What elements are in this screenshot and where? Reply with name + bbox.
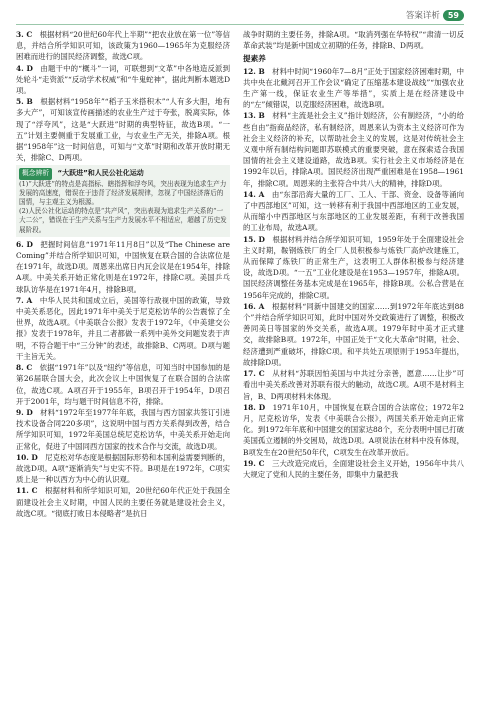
answer-item bbox=[243, 29, 464, 51]
answer-number: 12. B bbox=[243, 66, 265, 76]
page-number: 59 bbox=[443, 10, 464, 21]
answer-item bbox=[16, 239, 230, 295]
answer-text: 从材料“苏联因怕美国与中共过分亲善，愿意……让步”可看出中美关系改善对苏联有很大的触动，故选C项。A项不是材料主旨，B、D两项材料未体现。 bbox=[243, 369, 464, 401]
answer-number: 16. A bbox=[243, 301, 265, 311]
answer-item bbox=[16, 407, 230, 452]
answer-number: 10. D bbox=[16, 452, 38, 462]
left-column bbox=[16, 29, 230, 519]
answer-text: 中华人民共和国成立后，美国等行敌视中国的政策，导致中美关系恶化，因此1971年中美关于尼克松访华的公告震惊了全世界，故选A项。《中美联合公报》发表于1972年，《中美建交公报》发表于1978年，并且二者都做一系列中美外交问题发表于声明，不符合题干中“三分钟”的表述，故排除B、C两项。D项与题干主旨无关。 bbox=[16, 295, 230, 361]
answer-number: 9. D bbox=[16, 407, 33, 417]
answer-item bbox=[16, 295, 230, 362]
answer-text: 根据材料“1958年”“稻子玉米搭积木”“人有多大胆，地有多大产”，可知该宣传画描述的农业生产过于夸张，脱离实际，体现了“浮夸风”，这是“大跃进”时期的典型特征，故选B项。“一五”计划主要侧重于发展重工业，与农业生产无关，排除A项。根据“1958年”这一时间信息，可知与“文革”时期和改革开放时期无关，排除C、D两项。 bbox=[16, 97, 230, 163]
answer-number: 19. C bbox=[243, 458, 265, 468]
answer-item bbox=[16, 452, 230, 486]
answer-number: 13. B bbox=[243, 111, 265, 121]
concept-title: “大跃进”和人民公社化运动 bbox=[57, 169, 144, 178]
answer-item bbox=[243, 66, 464, 111]
answer-number: 18. D bbox=[243, 402, 266, 412]
answer-text: 1971年10月，中国恢复在联合国的合法席位；1972年2月，尼克松访华，发表《中美联合公报》，两国关系开始走向正常化。到1972年年底和中国建交的国家达88个，充分表明中国已打破美国孤立遏制的外交困局，故选D项。A项说法在材料中没有体现，B项发生在20世纪50年代，C项发生在改革开放后。 bbox=[243, 402, 465, 457]
header-divider bbox=[16, 24, 464, 25]
answer-item bbox=[243, 458, 464, 480]
answer-text: 根据材料和所学知识可知，20世纪60年代正处于我国全面建设社会主义时期，中国人民的主要任务就是建设社会主义，故选C项。“彻底打败日本侵略者”是抗日 bbox=[16, 486, 230, 518]
concept-tag: 概念辨析 bbox=[19, 168, 52, 179]
answer-text: 材料“1972年至1977年年底，我国与西方国家共签订引进技术设备合同220多项”，这说明中国与西方关系得到改善，结合所学知识可知，1972年美国总统尼克松访华，中美关系开始走向正常化，促进了中国同西方国家的技术合作与交流，故选D项。 bbox=[16, 407, 230, 451]
answer-item bbox=[16, 29, 230, 63]
answer-item bbox=[243, 189, 464, 234]
answer-text: 由题干中的“概斗”一词，可联想到“文革”中各地造反派到处轮斗“走资派”“反动学术权威”和“牛鬼蛇神”，据此判断本题选D项。 bbox=[16, 63, 230, 96]
answer-text: 战争时期的主要任务，排除A项。“取消列强在华特权”“肃清一切反革命武装”均是新中国成立初期的任务，排除B、D两项。 bbox=[243, 30, 464, 51]
answer-item bbox=[16, 63, 230, 97]
concept-line: (2)人民公社化运动的特点是“共产风”，突出表现为追求生产关系的“一大二公”，错误在于生产关系与生产力发展水平不相适应，超越了历史发展阶段。 bbox=[19, 207, 227, 234]
answer-item bbox=[243, 301, 464, 368]
answer-text: 根据材料“20世纪60年代上半期”“把农业放在第一位”等信息，并结合所学知识可知，该政策为1960—1965年为克服经济困难而进行的国民经济调整，故选C项。 bbox=[16, 30, 230, 62]
header-label: 答案详析 bbox=[405, 11, 440, 21]
answer-text: 三大改造完成后，全面建设社会主义开始，1956年中共八大规定了党和人民的主要任务，即集中力量把我 bbox=[243, 458, 464, 479]
answer-number: 15. D bbox=[243, 234, 265, 244]
answer-text: 尼克松对华态度是根据国际形势和本国利益需要判断的，故选D项。A项“逐渐消失”与史实不符。B项是在1972年，C项实质上是一种以西方为中心的认识观。 bbox=[16, 452, 231, 485]
answer-number: 11. C bbox=[16, 486, 38, 496]
answer-item bbox=[16, 362, 230, 407]
answer-item bbox=[243, 234, 464, 301]
answer-text: 根据材料并结合所学知识可知，1959年处于全面建设社会主义时期，鞍钢炼铁厂的全厂人员积极参与炼铁厂高炉改建施工，从而保障了炼铁厂的正常生产，这表明工人群体积极参与经济建设，故选D项。“一五”工业化建设是在1953—1957年，排除A项。国民经济调整任务基本完成是在1965年，排除B项。公私合营是在1956年完成的，排除C项。 bbox=[243, 234, 465, 300]
answer-number: 17. C bbox=[243, 369, 265, 379]
answer-text: 依据“1971年”以及“纽约”等信息，可知当时中国参加的是第26届联合国大会，此次会议上中国恢复了在联合国的合法席位，故选C项。A项召开于1955年，B项召开于1954年，D项召开于2001年，均与题干时间信息不符，排除。 bbox=[16, 363, 230, 406]
concept-line: (1)“大跃进”的特点是高指标、瞎指挥和浮夸风，突出表现为追求生产力发展的高速度，错误在于违背了经济发展规律，忽视了中国经济落后的国情，与主观主义为根源。 bbox=[19, 179, 227, 207]
answer-item bbox=[16, 96, 230, 163]
answer-number: 14. A bbox=[243, 189, 265, 199]
answer-number: 6. D bbox=[16, 239, 33, 249]
answer-text: 材料中时间“1960年7—8月”正处于国家经济困难时期，中共中央在北戴河召开工作会议“确定了压缩基本建设战线”“加强农业生产第一线，保证农业生产等举措”，实质上是在经济建设中的“左”倾错误，以克服经济困难，故选B项。 bbox=[243, 66, 464, 110]
answer-number: 5. B bbox=[16, 97, 33, 107]
answer-text: 材料“主流是社会主义”指计划经济，公有制经济，“小的给些自由”指商品经济，私有制经济，周恩来认为资本主义经济可作为社会主义经济的补充，以帮助社会主义的发展，这是对传统社会主义观中所有制结构问题即苏联模式的重要突破，意在探索适合我国国情的社会主义建设道路，故选B项。实行社会主义市场经济是在1992年以后，排除A项。国民经济出现严重困难是在1958—1961年，排除C项。周恩来的主张符合中共八大的精神，排除D项。 bbox=[243, 111, 464, 188]
page-header bbox=[406, 8, 464, 22]
answer-item bbox=[243, 110, 464, 188]
answer-text: 由“东部沿海大量的工厂、工人、干部、资金、设备等涌向了中西部地区”可知，这一转移有利于我国中西部地区的工业发展，从而缩小中西部地区与东部地区的工业发展差距，有利于改善我国的工业布局，故选A项。 bbox=[243, 189, 464, 233]
answer-text: 根据材料“同新中国建交的国家……到1972年年底达到88个”并结合所学知识可知，此时中国对外交政策进行了调整，积极改善同美日等国家的外交关系，故选A项。1979年时中美才正式建交，故排除B项。1972年，中国正处于“文化大革命”时期，社会、经济遭到严重破坏，排除C项。和平共处五项原则于1953年提出，故排除D项。 bbox=[243, 301, 464, 367]
right-column bbox=[243, 29, 464, 480]
answer-item bbox=[243, 368, 464, 402]
answer-text: 把握时间信息“1971年11月8日”以及“The Chinese are Coming”并结合所学知识可知，中国恢复在联合国的合法席位是在1971年，故选D项。周恩来出席日内瓦会议是在1954年，排除A项。中美关系开始正常化则是在1972年，排除C项。美国乒乓球队访华是在1971年4月，排除B项。 bbox=[16, 239, 231, 294]
answer-number: 8. C bbox=[16, 363, 33, 373]
section-heading: 提素养 bbox=[243, 54, 266, 64]
concept-box bbox=[16, 165, 230, 236]
answer-item bbox=[16, 485, 230, 519]
answer-number: 7. A bbox=[16, 295, 33, 305]
answer-item bbox=[243, 402, 464, 458]
answer-number: 3. C bbox=[16, 30, 33, 39]
answer-number: 4. D bbox=[16, 63, 33, 73]
